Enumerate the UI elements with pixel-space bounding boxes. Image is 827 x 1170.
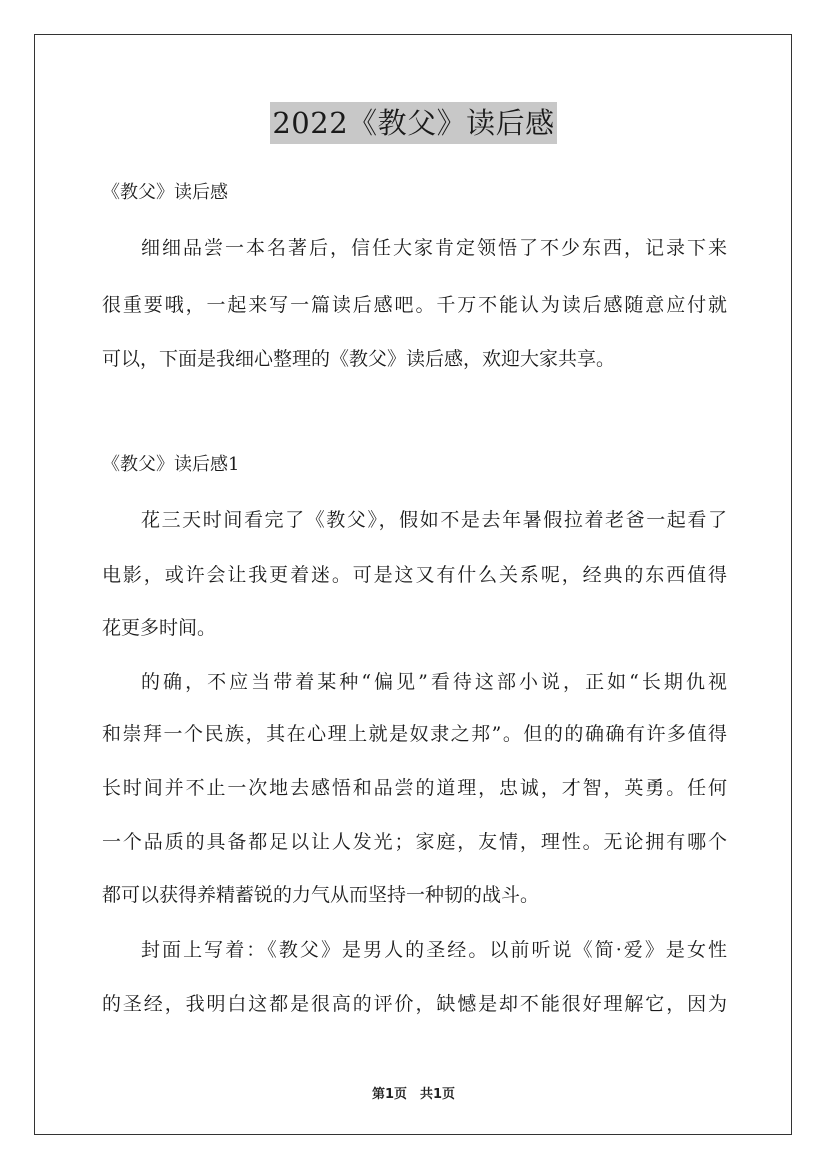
intro-line: 可以，下面是我细心整理的《教父》读后感，欢迎大家共享。	[102, 348, 616, 370]
section-heading: 《教父》读后感1	[102, 454, 240, 475]
paragraph-line: 电影，或许会让我更着迷。可是这又有什么关系呢，经典的东西值得	[102, 564, 727, 586]
paragraph-line: 的确，不应当带着某种“偏见”看待这部小说，正如“长期仇视	[141, 671, 727, 693]
paragraph-line: 长时间并不止一次地去感悟和品尝的道理，忠诚，才智，英勇。任何	[102, 777, 727, 799]
paragraph-line: 的圣经，我明白这都是很高的评价，缺憾是却不能很好理解它，因为	[102, 993, 727, 1015]
paragraph-line: 花三天时间看完了《教父》，假如不是去年暑假拉着老爸一起看了	[141, 509, 727, 531]
paragraph-line: 和崇拜一个民族，其在心理上就是奴隶之邦”。但的的确确有许多值得	[102, 723, 727, 745]
paragraph-line: 一个品质的具备都足以让人发光；家庭，友情，理性。无论拥有哪个	[102, 831, 727, 853]
intro-line: 细细品尝一本名著后，信任大家肯定领悟了不少东西，记录下来	[141, 237, 727, 259]
intro-line: 很重要哦，一起来写一篇读后感吧。千万不能认为读后感随意应付就	[102, 294, 727, 316]
document-title-text: 2022《教父》读后感	[270, 102, 556, 144]
paragraph-line: 都可以获得养精蓄锐的力气从而坚持一种韧的战斗。	[102, 884, 540, 906]
paragraph-line: 封面上写着：《教父》是男人的圣经。以前听说《简·爱》是女性	[141, 939, 727, 961]
paragraph-line: 花更多时间。	[102, 617, 217, 639]
page-footer: 第1页 共1页	[371, 1087, 456, 1102]
document-title	[0, 102, 827, 144]
document-subtitle: 《教父》读后感	[102, 182, 228, 203]
